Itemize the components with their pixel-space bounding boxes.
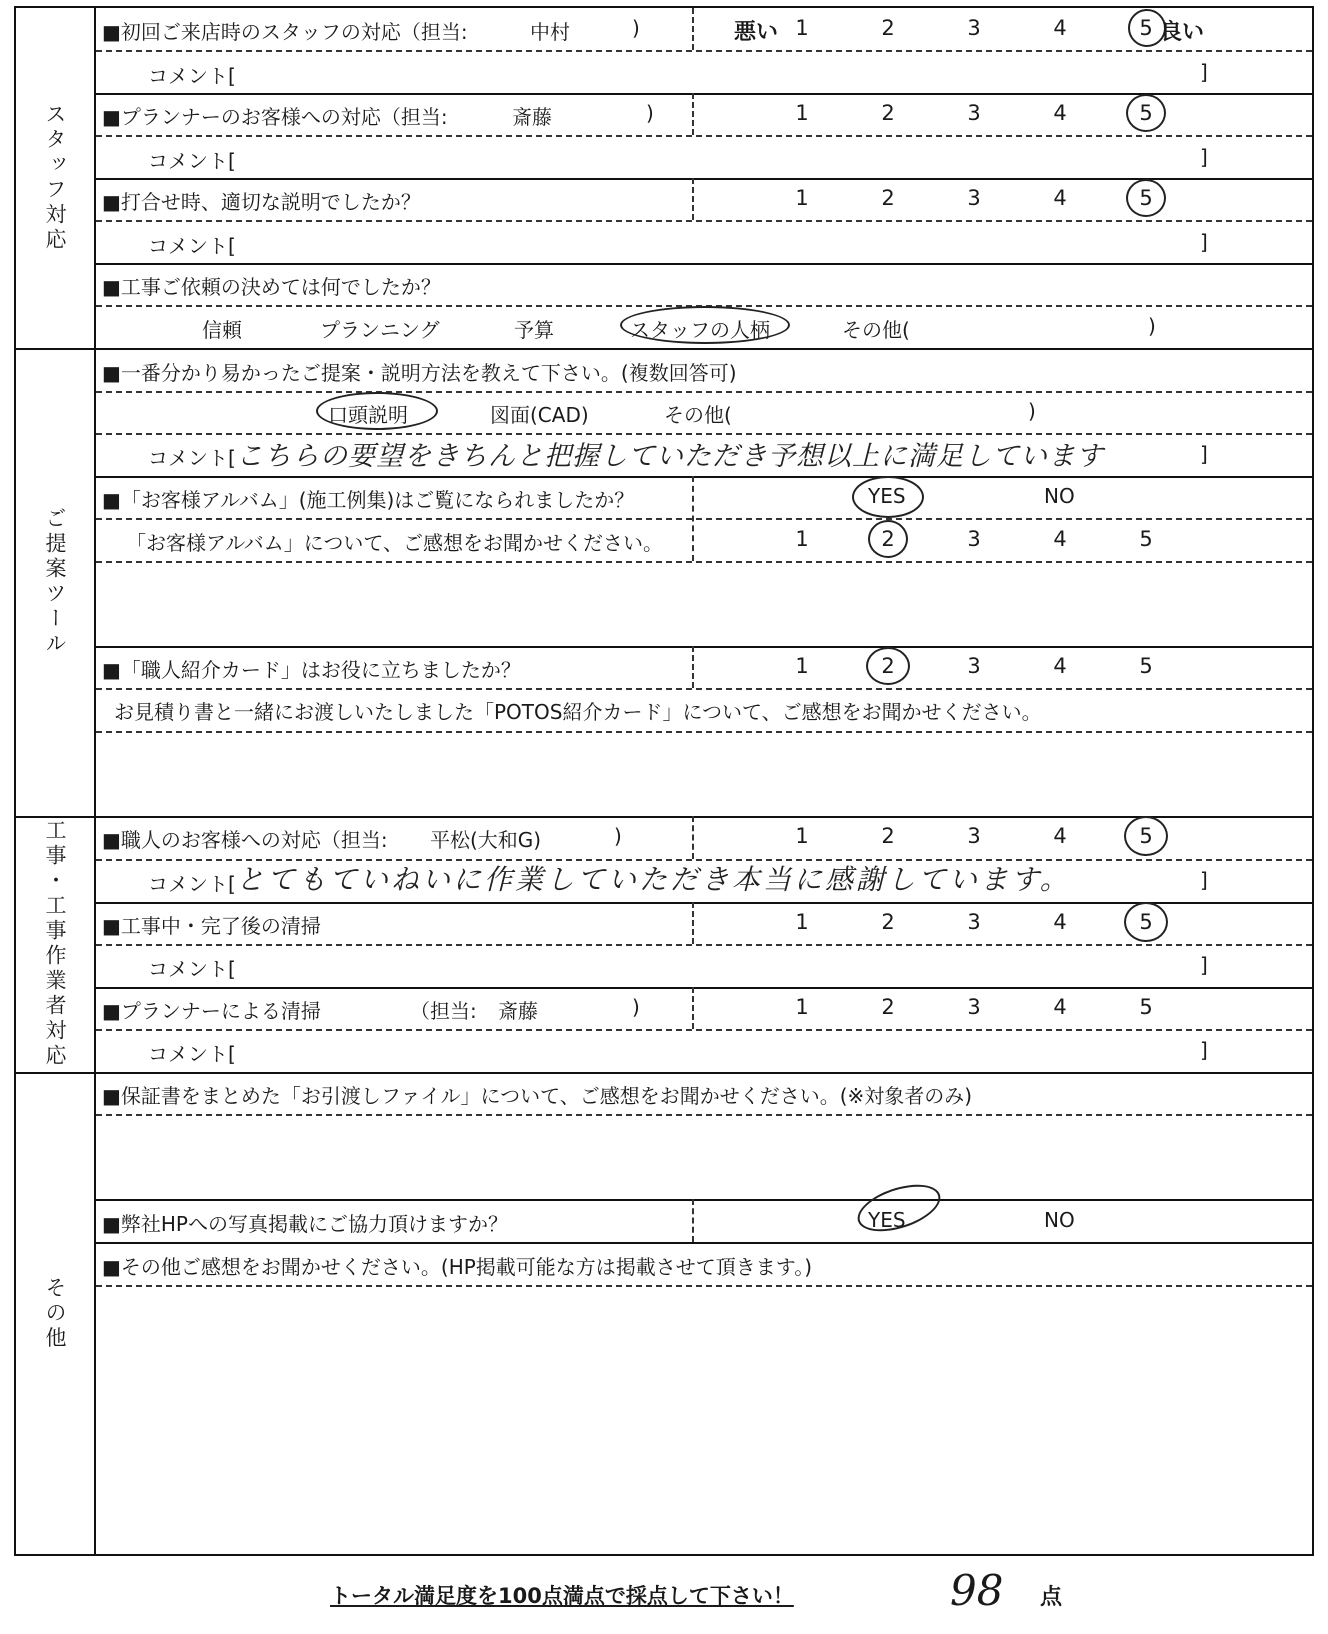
section-divider xyxy=(16,1072,1312,1074)
dashed-divider xyxy=(96,561,1312,563)
comment-suffix: ] xyxy=(1200,442,1208,466)
dashed-divider xyxy=(96,220,1312,222)
question-label: ■プランナーのお客様への対応（担当: xyxy=(102,105,448,129)
question-label: ■「お客様アルバム」(施工例集)はご覧になられましたか？ xyxy=(102,488,635,512)
comment-suffix: ] xyxy=(1200,230,1208,254)
selected-circle xyxy=(852,476,924,518)
rating-option[interactable]: 1 xyxy=(795,654,809,678)
question-label: ■初回ご来店時のスタッフの対応（担当: xyxy=(102,20,468,44)
rating-option[interactable]: 4 xyxy=(1053,824,1067,848)
column-divider xyxy=(692,476,694,561)
comment-prefix: コメント[ xyxy=(148,446,236,470)
question-label: ■職人のお客様への対応（担当: xyxy=(102,828,388,852)
selected-circle xyxy=(1124,902,1168,942)
rating-option[interactable]: 1 xyxy=(795,527,809,551)
handwritten-comment: こちらの要望をきちんと把握していただき予想以上に満足しています xyxy=(236,441,1104,472)
selected-circle xyxy=(620,306,790,344)
rating-option[interactable]: 1 xyxy=(795,101,809,125)
dashed-divider xyxy=(96,688,1312,690)
paren-close: ) xyxy=(614,824,622,848)
staff-name: 中村 xyxy=(530,20,570,44)
staff-label: （担当: xyxy=(410,999,477,1023)
column-divider xyxy=(692,987,694,1029)
rating-option[interactable]: 2 xyxy=(881,101,895,125)
category-label: スタッフ対応 xyxy=(43,103,67,253)
column-divider xyxy=(692,93,694,135)
rating-option[interactable]: 3 xyxy=(967,995,981,1019)
comment-suffix: ] xyxy=(1200,953,1208,977)
option-other[interactable]: その他( xyxy=(842,318,910,342)
category-proposal xyxy=(16,348,96,816)
dashed-divider xyxy=(96,731,1312,733)
option-planning[interactable]: プランニング xyxy=(320,318,440,342)
handwritten-comment: とてもていねいに作業していただき本当に感謝しています。 xyxy=(236,863,1071,896)
rating-option[interactable]: 3 xyxy=(967,654,981,678)
rating-option[interactable]: 2 xyxy=(881,16,895,40)
section-divider xyxy=(16,816,1312,818)
rating-option[interactable]: 4 xyxy=(1053,16,1067,40)
rating-bad-label: 悪い xyxy=(734,20,779,45)
rating-option[interactable]: 5 xyxy=(1139,186,1153,210)
question-label: ■打合せ時、適切な説明でしたか？ xyxy=(102,190,421,214)
rating-option[interactable]: 2 xyxy=(881,186,895,210)
question-label: ■その他ご感想をお聞かせください。(HP掲載可能な方は掲載させて頂きます。) xyxy=(102,1255,813,1279)
column-divider xyxy=(692,902,694,944)
category-other xyxy=(16,1072,96,1556)
dashed-divider xyxy=(96,50,1312,52)
option-drawing-cad[interactable]: 図面(CAD) xyxy=(490,403,589,427)
paren-close: ) xyxy=(632,16,640,40)
option-verbal-explanation[interactable]: 口頭説明 xyxy=(328,403,408,427)
category-label: ご提案ツール xyxy=(43,507,67,657)
rating-option[interactable]: 5 xyxy=(1139,654,1153,678)
column-divider xyxy=(692,816,694,859)
rating-option[interactable]: 3 xyxy=(967,186,981,210)
rating-option[interactable]: 4 xyxy=(1053,654,1067,678)
rating-option[interactable]: 2 xyxy=(881,910,895,934)
rating-option[interactable]: 3 xyxy=(967,101,981,125)
row-divider xyxy=(96,987,1312,989)
row-divider xyxy=(96,646,1312,648)
dashed-divider xyxy=(96,1114,1312,1116)
selected-circle xyxy=(1126,179,1166,217)
rating-option[interactable]: 5 xyxy=(1139,527,1153,551)
option-staff-personality[interactable]: スタッフの人柄 xyxy=(630,318,770,342)
rating-option[interactable]: 1 xyxy=(795,995,809,1019)
staff-name: 斎藤 xyxy=(512,105,552,129)
dashed-divider xyxy=(96,135,1312,137)
comment-suffix: ] xyxy=(1200,60,1208,84)
total-score-label: トータル満足度を100点満点で採点して下さい！ xyxy=(330,1584,794,1608)
survey-form xyxy=(14,6,1314,1556)
comment-prefix: コメント[ xyxy=(148,64,236,88)
category-label: その他 xyxy=(43,1276,67,1352)
selected-circle xyxy=(1126,94,1166,132)
rating-option[interactable]: 5 xyxy=(1139,910,1153,934)
section-divider xyxy=(16,348,1312,350)
rating-option[interactable]: 4 xyxy=(1053,995,1067,1019)
column-divider xyxy=(692,8,694,50)
total-score-value: 98 xyxy=(950,1566,1004,1615)
row-divider xyxy=(96,1199,1312,1201)
question-label: ■弊社HPへの写真掲載にご協力頂けますか？ xyxy=(102,1212,508,1236)
question-label: ■「職人紹介カード」はお役に立ちましたか？ xyxy=(102,658,521,682)
category-label: 工事・工事作業者対応 xyxy=(43,819,67,1069)
rating-option[interactable]: 1 xyxy=(795,910,809,934)
question-label: 「お客様アルバム」について、ご感想をお聞かせください。 xyxy=(126,531,663,555)
paren-close: ) xyxy=(632,995,640,1019)
rating-good-label: 良い xyxy=(1160,20,1205,45)
selected-circle xyxy=(868,520,908,558)
question-label: ■工事ご依頼の決めては何でしたか？ xyxy=(102,275,441,299)
rating-option[interactable]: 4 xyxy=(1053,101,1067,125)
rating-option[interactable]: 4 xyxy=(1053,527,1067,551)
paren-close: ) xyxy=(646,101,654,125)
option-no[interactable]: NO xyxy=(1044,1208,1075,1232)
rating-option[interactable]: 5 xyxy=(1139,995,1153,1019)
question-label: ■保証書をまとめた「お引渡しファイル」について、ご感想をお聞かせください。(※対象者のみ) xyxy=(102,1084,973,1108)
row-divider xyxy=(96,178,1312,180)
staff-name: 斎藤 xyxy=(498,999,538,1023)
option-budget[interactable]: 予算 xyxy=(514,318,554,342)
category-staff xyxy=(16,8,96,348)
question-label: ■プランナーによる清掃 xyxy=(102,999,321,1023)
dashed-divider xyxy=(96,391,1312,393)
rating-option[interactable]: 3 xyxy=(967,910,981,934)
rating-option[interactable]: 1 xyxy=(795,824,809,848)
question-sublabel: お見積り書と一緒にお渡しいたしました「POTOS紹介カード」について、ご感想をお聞かせください。 xyxy=(114,700,1042,724)
dashed-divider xyxy=(96,944,1312,946)
rating-option[interactable]: 1 xyxy=(795,186,809,210)
comment-suffix: ] xyxy=(1200,868,1208,892)
category-construction xyxy=(16,816,96,1072)
row-divider xyxy=(96,476,1312,478)
comment-prefix: コメント[ xyxy=(148,234,236,258)
option-yes[interactable]: YES xyxy=(868,484,906,508)
comment-prefix: コメント[ xyxy=(148,957,236,981)
rating-option[interactable]: 1 xyxy=(795,16,809,40)
comment-prefix: コメント[ xyxy=(148,149,236,173)
question-label: ■工事中・完了後の清掃 xyxy=(102,914,321,938)
rating-option[interactable]: 4 xyxy=(1053,910,1067,934)
comment-suffix: ] xyxy=(1200,145,1208,169)
score-unit: 点 xyxy=(1040,1585,1063,1610)
column-divider xyxy=(692,646,694,688)
rating-option[interactable]: 2 xyxy=(881,995,895,1019)
rating-option[interactable]: 4 xyxy=(1053,186,1067,210)
comment-suffix: ] xyxy=(1200,1038,1208,1062)
selected-circle xyxy=(316,392,438,430)
selected-circle xyxy=(866,647,910,685)
rating-option[interactable]: 5 xyxy=(1139,16,1153,40)
option-yes[interactable]: YES xyxy=(868,1208,906,1232)
dashed-divider xyxy=(96,518,1312,520)
row-divider xyxy=(96,1242,1312,1244)
rating-option[interactable]: 5 xyxy=(1139,101,1153,125)
row-divider xyxy=(96,902,1312,904)
question-label: ■一番分かり易かったご提案・説明方法を教えて下さい。(複数回答可) xyxy=(102,361,737,385)
paren-close: ) xyxy=(1148,314,1156,338)
selected-circle xyxy=(1124,816,1168,856)
row-divider xyxy=(96,93,1312,95)
dashed-divider xyxy=(96,1285,1312,1287)
rating-option[interactable]: 2 xyxy=(881,527,895,551)
staff-name: 平松(大和G) xyxy=(430,828,542,852)
rating-option[interactable]: 3 xyxy=(967,824,981,848)
rating-option[interactable]: 3 xyxy=(967,16,981,40)
rating-option[interactable]: 2 xyxy=(881,654,895,678)
paren-close: ) xyxy=(1028,399,1036,423)
rating-option[interactable]: 2 xyxy=(881,824,895,848)
option-other[interactable]: その他( xyxy=(664,403,732,427)
dashed-divider xyxy=(96,1029,1312,1031)
option-trust[interactable]: 信頼 xyxy=(202,318,242,342)
column-divider xyxy=(692,1199,694,1242)
option-no[interactable]: NO xyxy=(1044,484,1075,508)
comment-prefix: コメント[ xyxy=(148,872,236,896)
comment-prefix: コメント[ xyxy=(148,1042,236,1066)
rating-option[interactable]: 3 xyxy=(967,527,981,551)
rating-option[interactable]: 5 xyxy=(1139,824,1153,848)
row-divider xyxy=(96,263,1312,265)
column-divider xyxy=(692,178,694,220)
